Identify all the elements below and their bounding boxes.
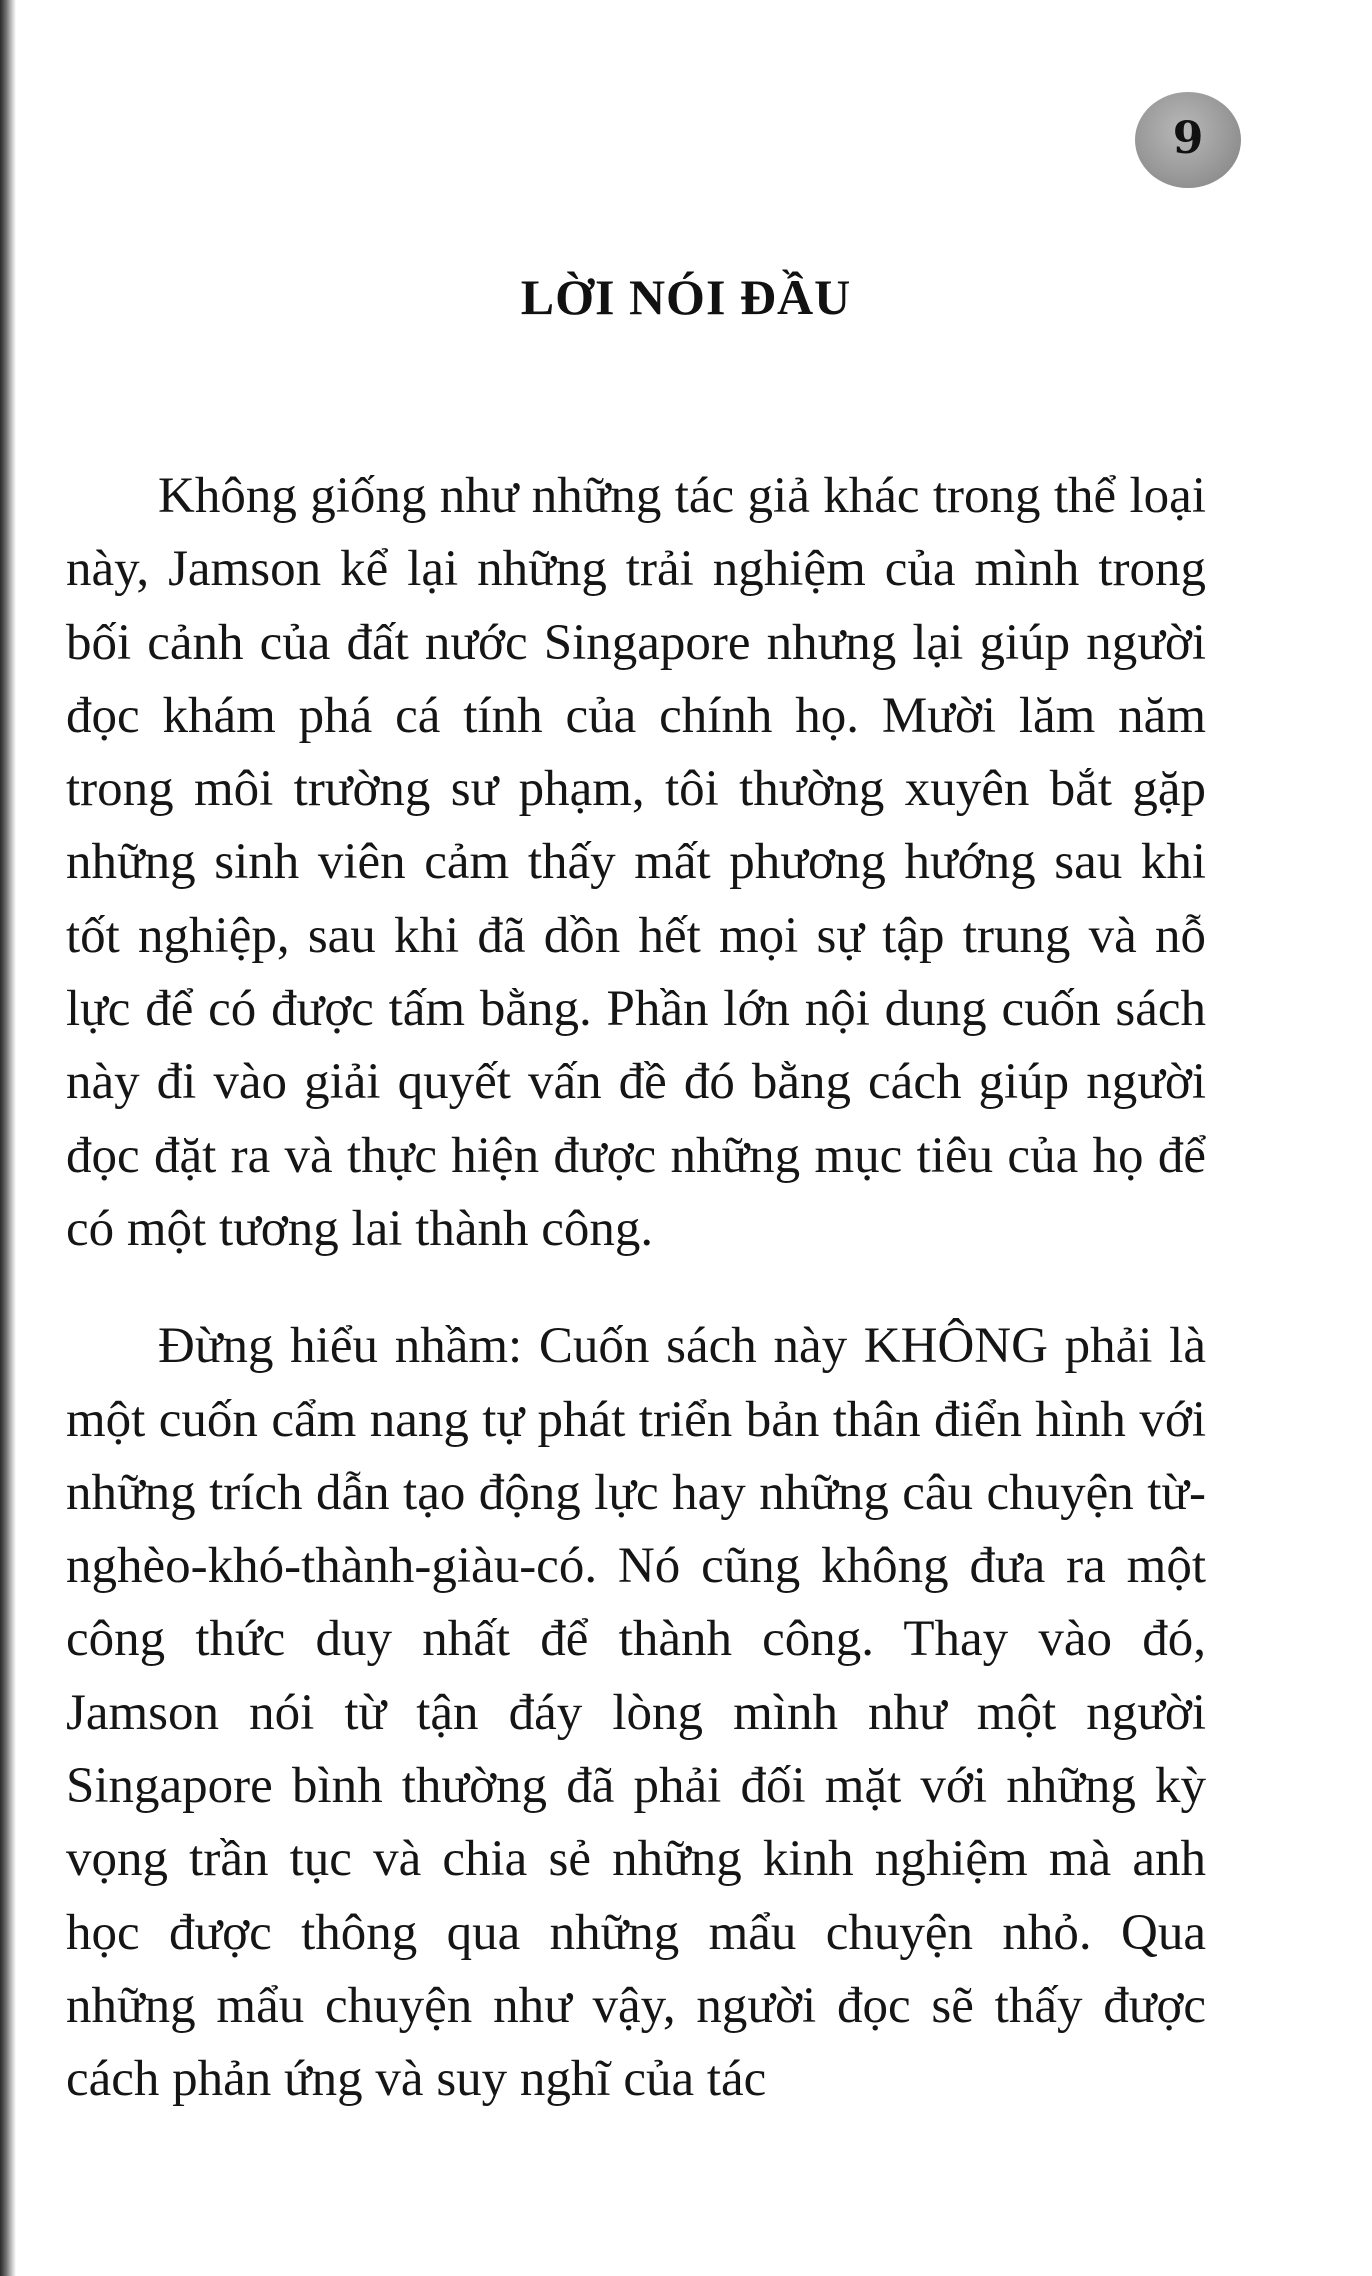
- page-number-badge: [1135, 92, 1241, 188]
- body-text: [66, 460, 1206, 2117]
- paragraph-2: Đừng hiểu nhầm: Cuốn sách này KHÔNG phải là một cuốn cẩm nang tự phát triển bản thân điển hình với những trích dẫn tạo động lực hay những câu chuyện từ-nghèo-khó-thành-giàu-có. Nó cũng không đưa ra một công thức duy nhất để thành công. Thay vào đó, Jamson nói từ tận đáy lòng mình như một người Singapore bình thường đã phải đối mặt với những kỳ vọng trần tục và chia sẻ những kinh nghiệm mà anh học được thông qua những mẩu chuyện nhỏ. Qua những mẩu chuyện như vậy, người đọc sẽ thấy được cách phản ứng và suy nghĩ của tác: [66, 1318, 1206, 2108]
- chapter-title: LỜI NÓI ĐẦU: [520, 269, 852, 325]
- paragraph-1: Không giống như những tác giả khác trong thể loại này, Jamson kể lại những trải nghiệm của mình trong bối cảnh của đất nước Singapore nhưng lại giúp người đọc khám phá cá tính của chính họ. Mười lăm năm trong môi trường sư phạm, tôi thường xuyên bắt gặp những sinh viên cảm thấy mất phương hướng sau khi tốt nghiệp, sau khi đã dồn hết mọi sự tập trung và nỗ lực để có được tấm bằng. Phần lớn nội dung cuốn sách này đi vào giải quyết vấn đề đó bằng cách giúp người đọc đặt ra và thực hiện được những mục tiêu của họ để có một tương lai thành công.: [66, 468, 1206, 1257]
- page-number: 9: [1172, 112, 1204, 164]
- book-spine-shadow: [0, 0, 16, 2276]
